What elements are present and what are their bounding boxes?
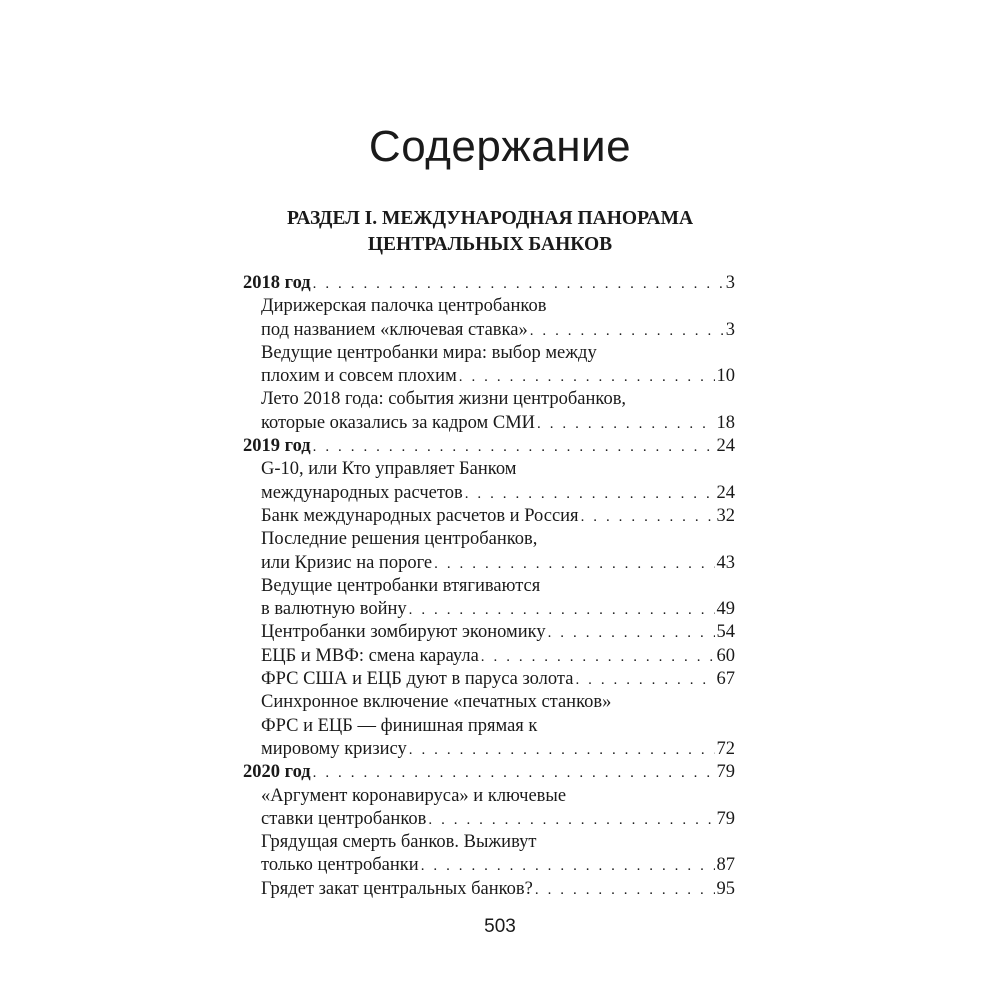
- toc-page-number: 18: [716, 412, 735, 433]
- toc-entry-title: Лето 2018 года: события жизни центробанков,: [261, 389, 627, 410]
- toc-entry-title: «Аргумент коронавируса» и ключевые: [261, 785, 567, 806]
- dot-leader: [548, 622, 715, 645]
- toc-entry-line[interactable]: [243, 388, 735, 411]
- dot-leader: [581, 506, 715, 529]
- toc-entry-title: мировому кризису: [261, 738, 407, 759]
- toc-page-number: 60: [716, 645, 735, 666]
- toc-entry-title: Последние решения центробанков,: [261, 529, 538, 550]
- toc-page-number: 54: [716, 622, 735, 643]
- dot-leader: [537, 413, 714, 436]
- toc-year-2019[interactable]: [243, 435, 735, 458]
- toc-page-number: 3: [725, 319, 735, 340]
- dot-leader: [535, 879, 715, 902]
- toc-entry-title: ставки центробанков: [261, 808, 427, 829]
- toc-entry-title: или Кризис на пороге: [261, 552, 433, 573]
- toc-page-number: 24: [716, 482, 735, 503]
- toc-year-label: 2020 год: [243, 762, 311, 783]
- toc-entry-title: Ведущие центробанки втягиваются: [261, 575, 541, 596]
- toc-page-number: 95: [716, 878, 735, 899]
- toc-entry-title: G-10, или Кто управляет Банком: [261, 459, 517, 480]
- toc-entry-line[interactable]: [243, 831, 735, 854]
- dot-leader: [481, 646, 715, 669]
- section-heading: [240, 206, 740, 258]
- dot-leader: [313, 436, 715, 459]
- toc-entry-line[interactable]: [243, 785, 735, 808]
- toc-entry-title: ЕЦБ и МВФ: смена караула: [261, 645, 479, 666]
- toc-entry-title: которые оказались за кадром СМИ: [261, 412, 536, 433]
- dot-leader: [530, 320, 723, 343]
- toc-page-number: 72: [716, 738, 735, 759]
- toc-entry-title: Грядущая смерть банков. Выживут: [261, 832, 537, 853]
- toc-entry-line[interactable]: [243, 528, 735, 551]
- toc-page-number: 79: [716, 762, 735, 783]
- toc-page-number: 43: [716, 552, 735, 573]
- toc-year-2020[interactable]: [243, 761, 735, 784]
- toc-entry-line[interactable]: [243, 598, 735, 621]
- toc-page-number: 87: [716, 855, 735, 876]
- toc-year-label: 2018 год: [243, 273, 311, 293]
- toc-entry-line[interactable]: [243, 342, 735, 365]
- toc-entry-line[interactable]: [243, 552, 735, 575]
- toc-entry-line[interactable]: [243, 808, 735, 831]
- dot-leader: [409, 739, 715, 762]
- toc-entry-line[interactable]: [243, 668, 735, 691]
- dot-leader: [313, 762, 715, 785]
- section-heading-line-2: ЦЕНТРАЛЬНЫХ БАНКОВ: [367, 234, 613, 255]
- dot-leader: [409, 599, 715, 622]
- toc-entry-line[interactable]: [243, 691, 735, 714]
- toc-entry-title: плохим и совсем плохим: [261, 366, 457, 387]
- toc-page-number: 10: [716, 366, 735, 387]
- dot-leader: [428, 809, 714, 832]
- toc-year-label: 2019 год: [243, 436, 311, 457]
- page-title: Содержание: [368, 122, 632, 172]
- dot-leader: [575, 669, 714, 692]
- toc-entry-line[interactable]: [243, 482, 735, 505]
- toc-entry-line[interactable]: [243, 854, 735, 877]
- toc-entry-title: только центробанки: [261, 855, 419, 876]
- toc-entry-line[interactable]: [243, 412, 735, 435]
- toc-page-number: 79: [716, 808, 735, 829]
- dot-leader: [434, 553, 714, 576]
- toc-entry-title: Синхронное включение «печатных станков»: [261, 692, 612, 713]
- toc-entry-line[interactable]: [243, 878, 735, 901]
- toc-entry-title: в валютную войну: [261, 599, 407, 620]
- toc-page-number: 67: [716, 669, 735, 690]
- toc-entry-title: Грядет закат центральных банков?: [261, 878, 533, 899]
- toc-year-2018[interactable]: [243, 272, 735, 295]
- dot-leader: [421, 855, 715, 878]
- dot-leader: [459, 366, 715, 389]
- dot-leader: [313, 273, 723, 296]
- toc-entry-line[interactable]: [243, 365, 735, 388]
- table-of-contents: [243, 272, 735, 901]
- section-heading-line-1: РАЗДЕЛ I. МЕЖДУНАРОДНАЯ ПАНОРАМА: [286, 208, 694, 229]
- toc-entry-title: ФРС и ЕЦБ — финишная прямая к: [261, 715, 538, 736]
- toc-entry-line[interactable]: [243, 319, 735, 342]
- toc-entry-title: Банк международных расчетов и Россия: [261, 505, 579, 526]
- toc-entry-title: под названием «ключевая ставка»: [261, 319, 528, 340]
- toc-entry-line[interactable]: [243, 645, 735, 668]
- dot-leader: [465, 483, 715, 506]
- toc-entry-line[interactable]: [243, 458, 735, 481]
- toc-entry-line[interactable]: [243, 295, 735, 318]
- toc-entry-title: международных расчетов: [261, 482, 463, 503]
- toc-entry-title: Центробанки зомбируют экономику: [261, 622, 546, 643]
- toc-page-number: 3: [725, 273, 735, 293]
- toc-page-number: 32: [716, 505, 735, 526]
- toc-entry-line[interactable]: [243, 505, 735, 528]
- toc-entry-line[interactable]: [243, 575, 735, 598]
- toc-entry-line[interactable]: [243, 715, 735, 738]
- toc-entry-line[interactable]: [243, 621, 735, 644]
- toc-entry-line[interactable]: [243, 738, 735, 761]
- toc-entry-title: ФРС США и ЕЦБ дуют в паруса золота: [261, 669, 574, 690]
- toc-page-number: 24: [716, 436, 735, 457]
- toc-entry-title: Ведущие центробанки мира: выбор между: [261, 342, 597, 363]
- toc-page-number: 49: [716, 599, 735, 620]
- page-number: 503: [484, 916, 516, 937]
- toc-entry-title: Дирижерская палочка центробанков: [261, 296, 547, 317]
